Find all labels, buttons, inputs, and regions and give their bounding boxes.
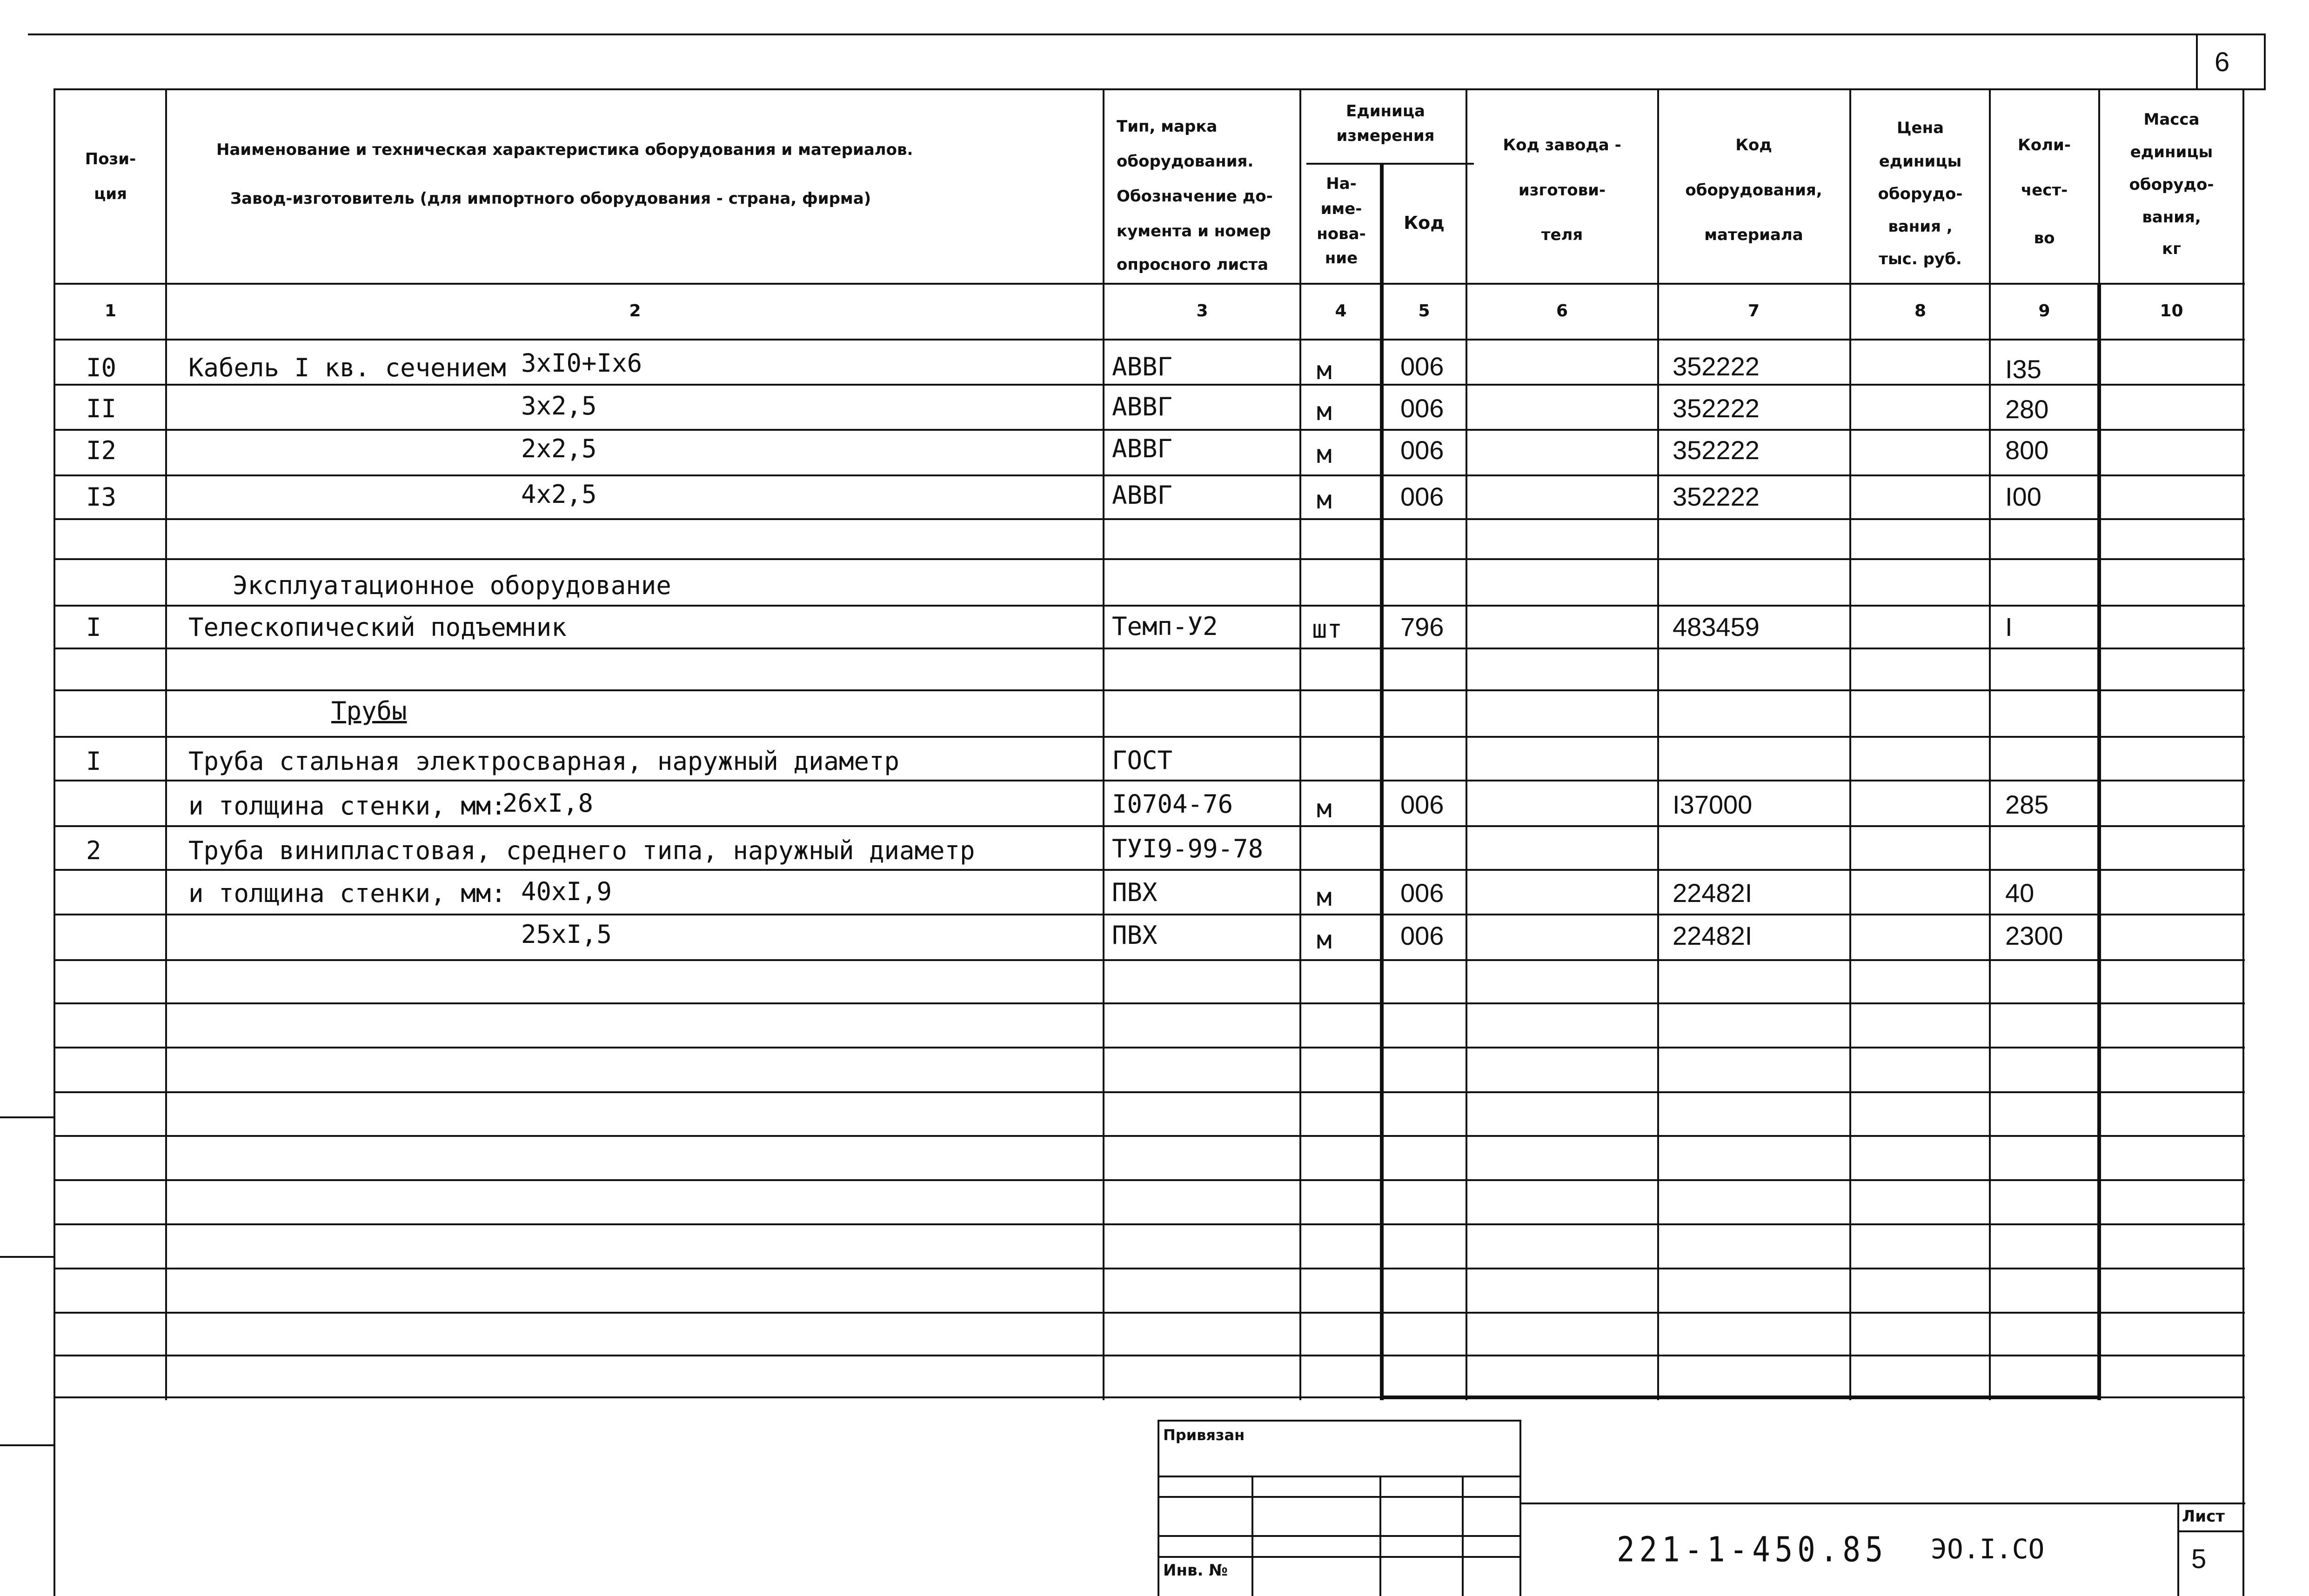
row1-type: АВВГ — [1112, 392, 1173, 421]
hdr-col3-l4: кумента и номер — [1117, 222, 1271, 240]
row13-qty: 2300 — [2005, 921, 2063, 950]
row-line-19 — [54, 1223, 2245, 1225]
row6-pos: I — [86, 613, 101, 642]
stamp-left — [1158, 1420, 1159, 1596]
colnum-7: 7 — [1747, 301, 1760, 321]
stamp-line-2 — [1158, 1476, 1521, 1477]
col-line-7 — [1849, 88, 1851, 1400]
col-line-10 — [2242, 88, 2244, 1596]
stamp-list-label: Лист — [2182, 1507, 2225, 1526]
row12-unit: м — [1317, 882, 1332, 912]
units-subheader-line — [1306, 163, 1474, 165]
hdr-col6-l2: изготови- — [1518, 181, 1606, 200]
row10-name2: 26хI,8 — [502, 788, 594, 818]
hdr-col10-l3: оборудо- — [2129, 175, 2214, 194]
hdr-col8-l5: тыс. руб. — [1879, 250, 1962, 268]
row12-qty: 40 — [2005, 878, 2035, 908]
row-line-11 — [54, 869, 2245, 871]
row12-type: ПВХ — [1112, 878, 1158, 907]
row0-code: 006 — [1400, 352, 1444, 381]
section-operational-equipment: Эксплуатационное оборудование — [233, 571, 671, 600]
row12-name: и толщина стенки, мм: — [188, 879, 506, 908]
hdr-col5: Код — [1404, 213, 1445, 233]
row12-code: 006 — [1400, 878, 1444, 908]
row0-qty: I35 — [2005, 354, 2041, 384]
section-pipes: Трубы — [331, 696, 407, 726]
hdr-col10-l5: кг — [2162, 240, 2181, 258]
row13-mat: 22482I — [1673, 921, 1753, 950]
row-line-2 — [54, 474, 2245, 476]
colnum-1: 1 — [104, 301, 117, 321]
margin-tick-3 — [0, 1444, 55, 1446]
row-line-10 — [54, 825, 2245, 827]
colnum-2: 2 — [629, 301, 641, 321]
hdr-col8-l1: Цена — [1896, 119, 1944, 137]
hdr-col4-l3: нова- — [1317, 225, 1366, 243]
row-line-1 — [54, 429, 2245, 431]
hdr-col8-l4: вания , — [1888, 217, 1953, 236]
colnum-6: 6 — [1556, 301, 1568, 321]
table-bottom-line — [1380, 1396, 2101, 1399]
table-bottom-line-right — [2098, 1396, 2245, 1398]
row-line-12 — [54, 914, 2245, 915]
col-line-0 — [54, 88, 55, 1596]
colnum-8: 8 — [1914, 301, 1927, 321]
hdr-col4-l4: ние — [1325, 249, 1358, 267]
row0-unit: м — [1317, 356, 1332, 385]
hdr-col2-l2: Завод-изготовитель (для импортного оборудования - страна, фирма) — [230, 189, 871, 208]
row0-pos: I0 — [86, 353, 117, 382]
row3-pos: I3 — [86, 482, 117, 512]
row6-code: 796 — [1400, 612, 1444, 641]
hdr-col10-l4: вания, — [2142, 208, 2201, 227]
col-line-8 — [1989, 88, 1991, 1400]
row12-mat: 22482I — [1673, 878, 1753, 908]
numbers-bottom-line — [54, 339, 2245, 341]
col-line-9-top — [2098, 88, 2100, 283]
row-line-5 — [54, 605, 2245, 607]
margin-tick-2 — [0, 1256, 55, 1258]
row-line-4 — [54, 558, 2245, 560]
row13-unit: м — [1317, 925, 1332, 955]
row-line-6 — [54, 648, 2245, 649]
row3-qty: I00 — [2005, 482, 2041, 511]
corner-box-right — [2264, 33, 2266, 88]
row1-qty: 280 — [2005, 394, 2049, 424]
row-line-13 — [54, 959, 2245, 961]
row3-unit: м — [1317, 485, 1332, 514]
row3-name2: 4х2,5 — [521, 480, 597, 509]
table-bottom-line-left — [54, 1396, 1382, 1398]
hdr-col3-l3: Обозначение до- — [1117, 187, 1273, 206]
row1-name2: 3х2,5 — [521, 391, 597, 421]
col-line-5 — [1466, 88, 1467, 1400]
row-line-16 — [54, 1091, 2245, 1093]
hdr-col2-l1: Наименование и техническая характеристика оборудования и материалов. — [216, 140, 913, 159]
row2-name2: 2х2,5 — [521, 434, 597, 463]
row13-type: ПВХ — [1112, 921, 1158, 950]
hdr-col3-l2: оборудования. — [1117, 152, 1254, 171]
row11-type: ТУI9-99-78 — [1112, 834, 1264, 863]
col-line-9 — [2097, 283, 2101, 1400]
row2-pos: I2 — [86, 436, 117, 465]
row-line-18 — [54, 1179, 2245, 1181]
hdr-col8-l3: оборудо- — [1878, 185, 1963, 203]
stamp-line-5 — [1158, 1556, 1521, 1558]
row0-mat: 352222 — [1673, 352, 1760, 381]
hdr-col9-l3: во — [2034, 229, 2055, 247]
row-line-22 — [54, 1355, 2245, 1356]
stamp-v1 — [1252, 1476, 1253, 1596]
colnum-5: 5 — [1418, 301, 1430, 321]
colnum-9: 9 — [2038, 301, 2050, 321]
row10-mat: I37000 — [1673, 790, 1753, 819]
hdr-units-group-l2: измерения — [1336, 127, 1435, 145]
stamp-line-4 — [1158, 1535, 1521, 1537]
row3-mat: 352222 — [1673, 482, 1760, 511]
hdr-col6-l1: Код завода - — [1503, 136, 1621, 154]
stamp-doc-mark: ЭО.I.СО — [1931, 1533, 2045, 1565]
hdr-col7-l3: материала — [1704, 226, 1803, 244]
row-line-20 — [54, 1268, 2245, 1269]
row2-unit: м — [1317, 440, 1332, 469]
row11-pos: 2 — [86, 836, 101, 865]
stamp-v2 — [1379, 1476, 1381, 1596]
stamp-doc-code: 221-1-450.85 — [1617, 1530, 1888, 1570]
row10-unit: м — [1317, 794, 1332, 823]
row-line-17 — [54, 1135, 2245, 1137]
col-line-4 — [1380, 163, 1384, 1400]
row9-type: ГОСТ — [1112, 746, 1173, 775]
stamp-inv-no: Инв. № — [1163, 1561, 1228, 1580]
hdr-col10-l2: единицы — [2130, 143, 2213, 161]
hdr-col3-l5: опросного листа — [1117, 255, 1269, 274]
stamp-line-3 — [1158, 1496, 1521, 1498]
row10-qty: 285 — [2005, 790, 2049, 819]
list-box-mid — [2177, 1530, 2242, 1532]
hdr-col3-l1: Тип, марка — [1117, 117, 1218, 136]
top-outer-line — [28, 33, 2266, 35]
row2-qty: 800 — [2005, 435, 2049, 465]
row10-type: I0704-76 — [1112, 789, 1233, 819]
hdr-col10-l1: Масса — [2143, 110, 2200, 129]
stamp-top — [1158, 1420, 1521, 1422]
hdr-col4-l2: име- — [1320, 200, 1362, 218]
row6-unit: шт — [1312, 614, 1343, 644]
row-line-15 — [54, 1047, 2245, 1048]
row-line-8 — [54, 736, 2245, 738]
colnum-3: 3 — [1196, 301, 1208, 321]
row2-type: АВВГ — [1112, 434, 1173, 463]
row-line-21 — [54, 1312, 2245, 1314]
hdr-col9-l1: Коли- — [2018, 136, 2071, 154]
hdr-col9-l2: чест- — [2021, 181, 2068, 200]
stamp-privyazan: Привязан — [1163, 1426, 1245, 1444]
hdr-col1-l1: Пози- — [85, 150, 136, 168]
row1-unit: м — [1317, 397, 1332, 426]
row-line-3 — [54, 518, 2245, 520]
row6-name: Телескопический подъемник — [188, 613, 567, 642]
col-line-3 — [1299, 88, 1301, 1400]
row6-qty: I — [2005, 612, 2013, 641]
row3-type: АВВГ — [1112, 481, 1173, 510]
col-line-2 — [1103, 88, 1104, 1400]
col-line-1 — [165, 88, 167, 1400]
stamp-right-top — [1519, 1503, 2245, 1504]
stamp-right — [1519, 1420, 1521, 1596]
corner-box-left — [2196, 33, 2198, 88]
table-top-line — [54, 88, 2266, 90]
row9-pos: I — [86, 747, 101, 776]
row2-mat: 352222 — [1673, 435, 1760, 465]
hdr-col8-l2: единицы — [1879, 152, 1962, 171]
header-bottom-line — [54, 283, 2245, 285]
hdr-col7-l2: оборудования, — [1685, 181, 1822, 200]
row1-mat: 352222 — [1673, 394, 1760, 423]
sheet-corner-number: 6 — [2215, 47, 2230, 77]
row6-mat: 483459 — [1673, 612, 1760, 641]
margin-tick-1 — [0, 1116, 55, 1118]
list-box-left — [2177, 1503, 2179, 1596]
row10-name: и толщина стенки, мм: — [188, 791, 506, 821]
row13-code: 006 — [1400, 921, 1444, 950]
row-line-14 — [54, 1002, 2245, 1004]
row0-name: Кабель I кв. сечением — [188, 353, 506, 382]
hdr-col6-l3: теля — [1541, 226, 1583, 244]
row13-name2: 25хI,5 — [521, 920, 612, 949]
colnum-10: 10 — [2160, 301, 2183, 321]
colnum-4: 4 — [1335, 301, 1347, 321]
row1-pos: II — [86, 394, 117, 423]
hdr-col1-l2: ция — [94, 185, 127, 203]
row6-type: Темп-У2 — [1112, 612, 1218, 641]
row3-code: 006 — [1400, 482, 1444, 511]
row12-name2: 40хI,9 — [521, 877, 612, 906]
row9-name: Труба стальная электросварная, наружный диаметр — [188, 747, 900, 776]
row-line-0 — [54, 384, 2245, 386]
row-line-7 — [54, 689, 2245, 691]
stamp-v3 — [1462, 1476, 1464, 1596]
row10-code: 006 — [1400, 790, 1444, 819]
row1-code: 006 — [1400, 394, 1444, 423]
hdr-units-group-l1: Единица — [1346, 102, 1425, 120]
col-line-6 — [1657, 88, 1659, 1400]
row-line-9 — [54, 780, 2245, 781]
row0-type: АВВГ — [1112, 352, 1173, 381]
row0-name2: 3хI0+Iх6 — [521, 348, 643, 378]
row2-code: 006 — [1400, 435, 1444, 465]
hdr-col4-l1: На- — [1326, 174, 1357, 193]
hdr-col7-l1: Код — [1735, 136, 1772, 154]
row11-name: Труба винипластовая, среднего типа, наружный диаметр — [188, 836, 975, 865]
stamp-list-number: 5 — [2191, 1544, 2207, 1574]
